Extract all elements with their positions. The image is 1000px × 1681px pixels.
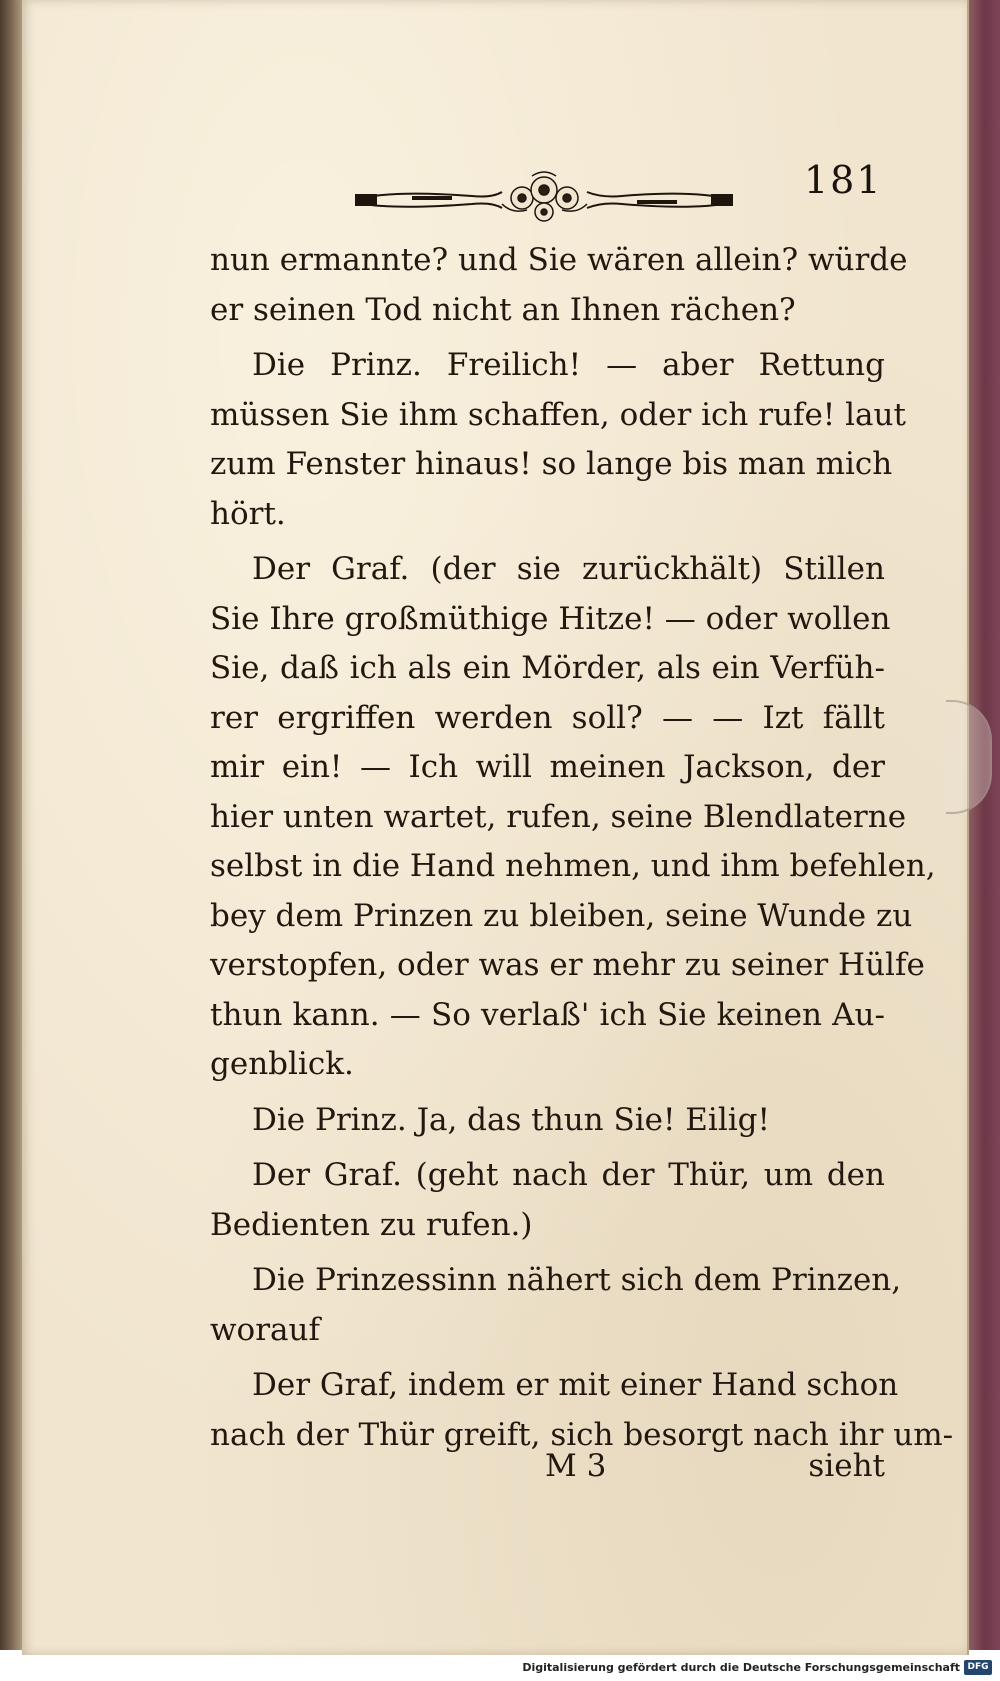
book-page (22, 0, 969, 1655)
header-ornament (352, 168, 737, 230)
speaker-line: Der Graf. (geht nach der Thür, um den (252, 1157, 885, 1193)
text-line: Bedienten zu rufen.) (210, 1206, 533, 1243)
text-line: nach der Thür greift, sich besorgt nach ihr um- (210, 1416, 954, 1453)
credit-bar (0, 1656, 1000, 1681)
text-line: rer ergriffen werden soll? — — Izt fällt (210, 699, 885, 736)
speaker-line: Die Prinz. Freilich! — aber Rettung (252, 347, 885, 383)
speaker-line: Die Prinzessinn nähert sich dem Prinzen, (252, 1262, 902, 1298)
signature-mark: M 3 (545, 1448, 607, 1484)
text-line: worauf (210, 1311, 320, 1348)
text-line: verstopfen, oder was er mehr zu seiner Hülfe (210, 947, 925, 983)
text-line: bey dem Prinzen zu bleiben, seine Wunde zu (210, 897, 913, 934)
text-line: müssen Sie ihm schaffen, oder ich rufe! laut (210, 396, 906, 433)
speaker-line: Der Graf, indem er mit einer Hand schon (252, 1367, 899, 1403)
text-line: nun ermannte? und Sie wären allein? würde (210, 242, 908, 278)
speaker-line: Der Graf. (der sie zurückhält) Stillen (252, 551, 885, 587)
funding-credit: Digitalisierung gefördert durch die Deutsche Forschungsgemeinschaft (522, 1661, 960, 1674)
speaker-line: Die Prinz. Ja, das thun Sie! Eilig! (252, 1101, 770, 1138)
text-line: er seinen Tod nicht an Ihnen rächen? (210, 291, 796, 328)
text-line: selbst in die Hand nehmen, und ihm befehlen, (210, 848, 936, 884)
text-line: Sie Ihre großmüthige Hitze! — oder wollen (210, 600, 891, 637)
text-line: hört. (210, 495, 286, 532)
text-line: Sie, daß ich als ein Mörder, als ein Verfüh- (210, 650, 885, 686)
page-number: 181 (804, 158, 883, 202)
catchword: sieht (808, 1448, 885, 1484)
text-line: hier unten wartet, rufen, seine Blendlaterne (210, 798, 907, 835)
body-text (210, 236, 954, 1460)
text-line: genblick. (210, 1046, 354, 1082)
text-line: mir ein! — Ich will meinen Jackson, der (210, 749, 885, 785)
page-footer (210, 1448, 885, 1498)
text-line: thun kann. — So verlaß' ich Sie keinen Au- (210, 996, 885, 1033)
dfg-logo: DFG (964, 1660, 992, 1675)
text-line: zum Fenster hinaus! so lange bis man mich (210, 446, 893, 482)
